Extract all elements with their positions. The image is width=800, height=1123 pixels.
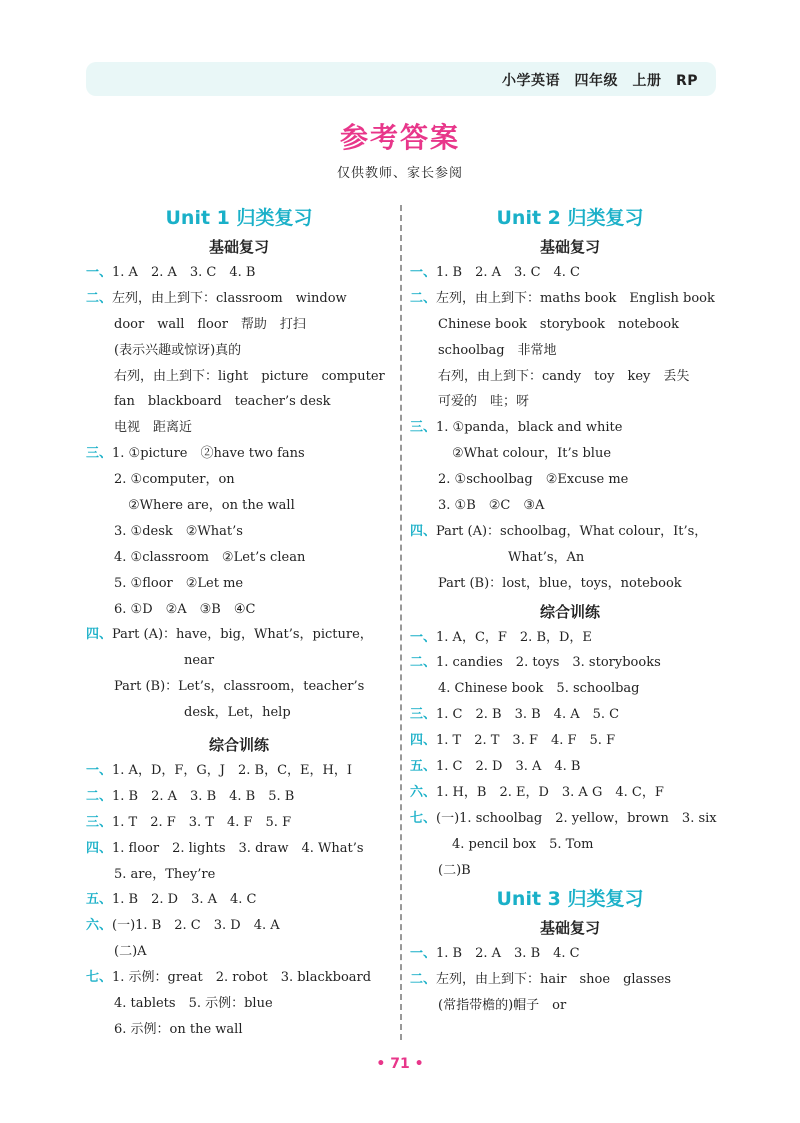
answer-line bbox=[86, 887, 392, 913]
answer-text: 1. B 2. A 3. B 4. C bbox=[436, 946, 580, 962]
page-title: 参考答案 bbox=[339, 121, 460, 154]
answer-text: Part (A)：have，big，What’s，picture， bbox=[112, 627, 373, 643]
answer-line bbox=[410, 545, 730, 571]
answer-text: 4. ①classroom ②Let’s clean bbox=[114, 549, 306, 565]
page-subtitle: 仅供教师、家长参阅 bbox=[336, 166, 463, 181]
header-bar bbox=[86, 62, 716, 96]
question-marker: 一、 bbox=[410, 265, 437, 280]
answer-text: Part (B)：lost，blue，toys，notebook bbox=[438, 575, 682, 591]
answer-line bbox=[86, 441, 392, 467]
answer-text: (二)A bbox=[114, 944, 147, 960]
answer-text: 1. B 2. A 3. B 4. B 5. B bbox=[112, 788, 295, 804]
section-title: 基础复习 bbox=[539, 919, 600, 938]
answer-text: 1. A 2. A 3. C 4. B bbox=[112, 265, 256, 280]
answer-line bbox=[86, 338, 392, 364]
answer-text: What’s，An bbox=[508, 549, 585, 565]
answer-text: (二)B bbox=[438, 862, 471, 878]
answer-line bbox=[410, 312, 730, 338]
question-marker: 四、 bbox=[410, 523, 437, 539]
answer-text: door wall floor 帮助 打扫 bbox=[114, 316, 306, 332]
column-divider bbox=[400, 205, 402, 1040]
answer-text: (表示兴趣或惊讶)真的 bbox=[114, 342, 242, 358]
answer-text: 6. ①D ②A ③B ④C bbox=[114, 601, 256, 617]
answer-text: desk，Let，help bbox=[184, 705, 291, 721]
answer-text: 1. T 2. F 3. T 4. F 5. F bbox=[112, 814, 292, 830]
answer-text: 4. pencil box 5. Tom bbox=[452, 836, 594, 852]
answer-text: 右列，由上到下：light picture computer bbox=[114, 368, 385, 384]
left-column bbox=[86, 204, 392, 1043]
answer-text: 左列，由上到下：hair shoe glasses bbox=[436, 972, 672, 988]
answer-text: 1. ①panda，black and white bbox=[436, 420, 623, 436]
answer-line bbox=[86, 519, 392, 545]
answer-line bbox=[410, 650, 730, 676]
answer-text: 5. are，They’re bbox=[114, 866, 216, 882]
answer-text: 1. 示例：great 2. robot 3. blackboard bbox=[112, 970, 372, 986]
answer-text: 电视 距离近 bbox=[114, 420, 193, 436]
answer-line bbox=[410, 967, 730, 993]
unit-title: Unit 3 归类复习 bbox=[496, 888, 644, 911]
answer-line bbox=[86, 810, 392, 836]
answer-line bbox=[86, 674, 392, 700]
answer-list bbox=[86, 260, 392, 726]
answer-text: near bbox=[184, 653, 215, 669]
answer-line bbox=[86, 836, 392, 862]
question-marker: 六、 bbox=[410, 784, 437, 800]
question-marker: 三、 bbox=[410, 707, 437, 723]
question-marker: 一、 bbox=[86, 763, 113, 779]
answer-line bbox=[410, 260, 730, 286]
answer-text: schoolbag 非常地 bbox=[438, 342, 557, 358]
answer-text: 1. ①picture ②have two fans bbox=[112, 446, 305, 462]
answer-text: 1. B 2. A 3. C 4. C bbox=[436, 265, 580, 280]
answer-list bbox=[410, 941, 730, 1019]
question-marker: 二、 bbox=[410, 655, 437, 671]
answer-line bbox=[410, 493, 730, 519]
answer-text: 1. A，C，F 2. B，D，E bbox=[436, 629, 592, 645]
question-marker: 四、 bbox=[410, 733, 437, 749]
question-marker: 一、 bbox=[86, 265, 113, 280]
answer-text: 右列，由上到下：candy toy key 丢失 bbox=[438, 368, 690, 384]
answer-text: 1. C 2. D 3. A 4. B bbox=[436, 759, 581, 775]
question-marker: 四、 bbox=[86, 627, 113, 643]
answer-line bbox=[86, 545, 392, 571]
answer-line bbox=[410, 728, 730, 754]
question-marker: 二、 bbox=[410, 972, 437, 988]
answer-line bbox=[86, 597, 392, 623]
answer-line bbox=[86, 415, 392, 441]
section-title: 基础复习 bbox=[539, 238, 600, 256]
answer-text: ②Where are，on the wall bbox=[128, 498, 295, 514]
answer-line bbox=[86, 286, 392, 312]
answer-line bbox=[86, 1017, 392, 1043]
answer-text: 6. 示例：on the wall bbox=[114, 1021, 243, 1037]
answer-line bbox=[410, 858, 730, 884]
question-marker: 二、 bbox=[86, 290, 113, 306]
answer-line bbox=[410, 286, 730, 312]
question-marker: 五、 bbox=[410, 759, 437, 775]
answer-text: 4. Chinese book 5. schoolbag bbox=[438, 681, 640, 697]
page-number: • 71 • bbox=[376, 1056, 424, 1072]
answer-line bbox=[86, 862, 392, 888]
question-marker: 三、 bbox=[410, 420, 437, 436]
right-column bbox=[410, 204, 730, 1019]
answer-text: 1. floor 2. lights 3. draw 4. What’s bbox=[112, 840, 364, 856]
answer-line bbox=[410, 415, 730, 441]
answer-text: 1. candies 2. toys 3. storybooks bbox=[436, 655, 661, 671]
answer-line bbox=[86, 758, 392, 784]
answer-list bbox=[410, 260, 730, 597]
answer-line bbox=[410, 441, 730, 467]
answer-text: 1. T 2. T 3. F 4. F 5. F bbox=[436, 733, 616, 749]
answer-line bbox=[410, 993, 730, 1019]
question-marker: 一、 bbox=[410, 629, 437, 645]
answer-line bbox=[86, 389, 392, 415]
answer-line bbox=[410, 780, 730, 806]
question-marker: 三、 bbox=[86, 446, 113, 462]
answer-text: ②What colour，It’s blue bbox=[452, 446, 612, 462]
question-marker: 七、 bbox=[86, 970, 113, 986]
answer-line bbox=[86, 493, 392, 519]
answer-text: 3. ①B ②C ③A bbox=[438, 498, 545, 514]
answer-line bbox=[86, 648, 392, 674]
question-marker: 二、 bbox=[410, 290, 437, 306]
answer-text: 1. H，B 2. E，D 3. A G 4. C，F bbox=[436, 784, 664, 800]
answer-list bbox=[410, 625, 730, 884]
answer-line bbox=[86, 364, 392, 390]
question-marker: 七、 bbox=[410, 810, 437, 826]
question-marker: 五、 bbox=[86, 892, 113, 908]
answer-line bbox=[86, 312, 392, 338]
section-title: 基础复习 bbox=[208, 238, 269, 256]
answer-text: 4. tablets 5. 示例：blue bbox=[114, 996, 273, 1012]
answer-text: (常指带檐的)帽子 or bbox=[438, 998, 567, 1014]
answer-line bbox=[410, 806, 730, 832]
answer-line bbox=[86, 571, 392, 597]
question-marker: 六、 bbox=[86, 918, 113, 934]
answer-text: 3. ①desk ②What’s bbox=[114, 523, 243, 539]
answer-line bbox=[86, 700, 392, 726]
answer-line bbox=[410, 467, 730, 493]
answer-line bbox=[86, 939, 392, 965]
answer-line bbox=[86, 622, 392, 648]
answer-line bbox=[86, 965, 392, 991]
answer-line bbox=[410, 702, 730, 728]
answer-text: 5. ①floor ②Let me bbox=[114, 575, 244, 591]
question-marker: 四、 bbox=[86, 840, 113, 856]
question-marker: 三、 bbox=[86, 814, 113, 830]
answer-text: 2. ①schoolbag ②Excuse me bbox=[438, 472, 629, 488]
unit-title: Unit 2 归类复习 bbox=[496, 207, 644, 229]
answer-text: (一)1. B 2. C 3. D 4. A bbox=[112, 918, 280, 934]
answer-line bbox=[410, 338, 730, 364]
answer-text: 左列，由上到下：maths book English book bbox=[436, 290, 715, 306]
answer-line bbox=[410, 571, 730, 597]
answer-text: Chinese book storybook notebook bbox=[438, 316, 679, 332]
question-marker: 一、 bbox=[410, 946, 437, 962]
answer-line bbox=[410, 519, 730, 545]
answer-line bbox=[410, 754, 730, 780]
answer-text: 1. C 2. B 3. B 4. A 5. C bbox=[436, 707, 620, 723]
book-info: 小学英语 四年级 上册 RP bbox=[501, 73, 698, 89]
answer-line bbox=[86, 913, 392, 939]
answer-text: Part (B)：Let’s，classroom，teacher’s bbox=[114, 679, 365, 695]
answer-line bbox=[86, 991, 392, 1017]
answer-text: 左列，由上到下：classroom window bbox=[112, 290, 347, 306]
answer-line bbox=[410, 676, 730, 702]
answer-line bbox=[86, 467, 392, 493]
answer-line bbox=[410, 364, 730, 390]
section-title: 综合训练 bbox=[208, 736, 269, 755]
answer-text: Part (A)：schoolbag，What colour，It’s， bbox=[436, 523, 708, 539]
answer-line bbox=[410, 625, 730, 651]
section-title: 综合训练 bbox=[539, 602, 600, 621]
answer-line bbox=[410, 941, 730, 967]
answer-list bbox=[86, 758, 392, 1043]
question-marker: 二、 bbox=[86, 788, 113, 804]
answer-text: 可爱的 哇；呀 bbox=[438, 394, 530, 410]
answer-line bbox=[410, 832, 730, 858]
answer-text: 2. ①computer，on bbox=[114, 472, 235, 488]
answer-text: 1. A，D，F，G，J 2. B，C，E，H，I bbox=[112, 763, 352, 779]
answer-line bbox=[86, 260, 392, 286]
answer-text: (一)1. schoolbag 2. yellow，brown 3. six bbox=[436, 810, 717, 826]
answer-line bbox=[410, 389, 730, 415]
unit-title: Unit 1 归类复习 bbox=[165, 207, 313, 229]
answer-text: 1. B 2. D 3. A 4. C bbox=[112, 892, 257, 908]
answer-line bbox=[86, 784, 392, 810]
answer-text: fan blackboard teacher’s desk bbox=[114, 394, 331, 410]
